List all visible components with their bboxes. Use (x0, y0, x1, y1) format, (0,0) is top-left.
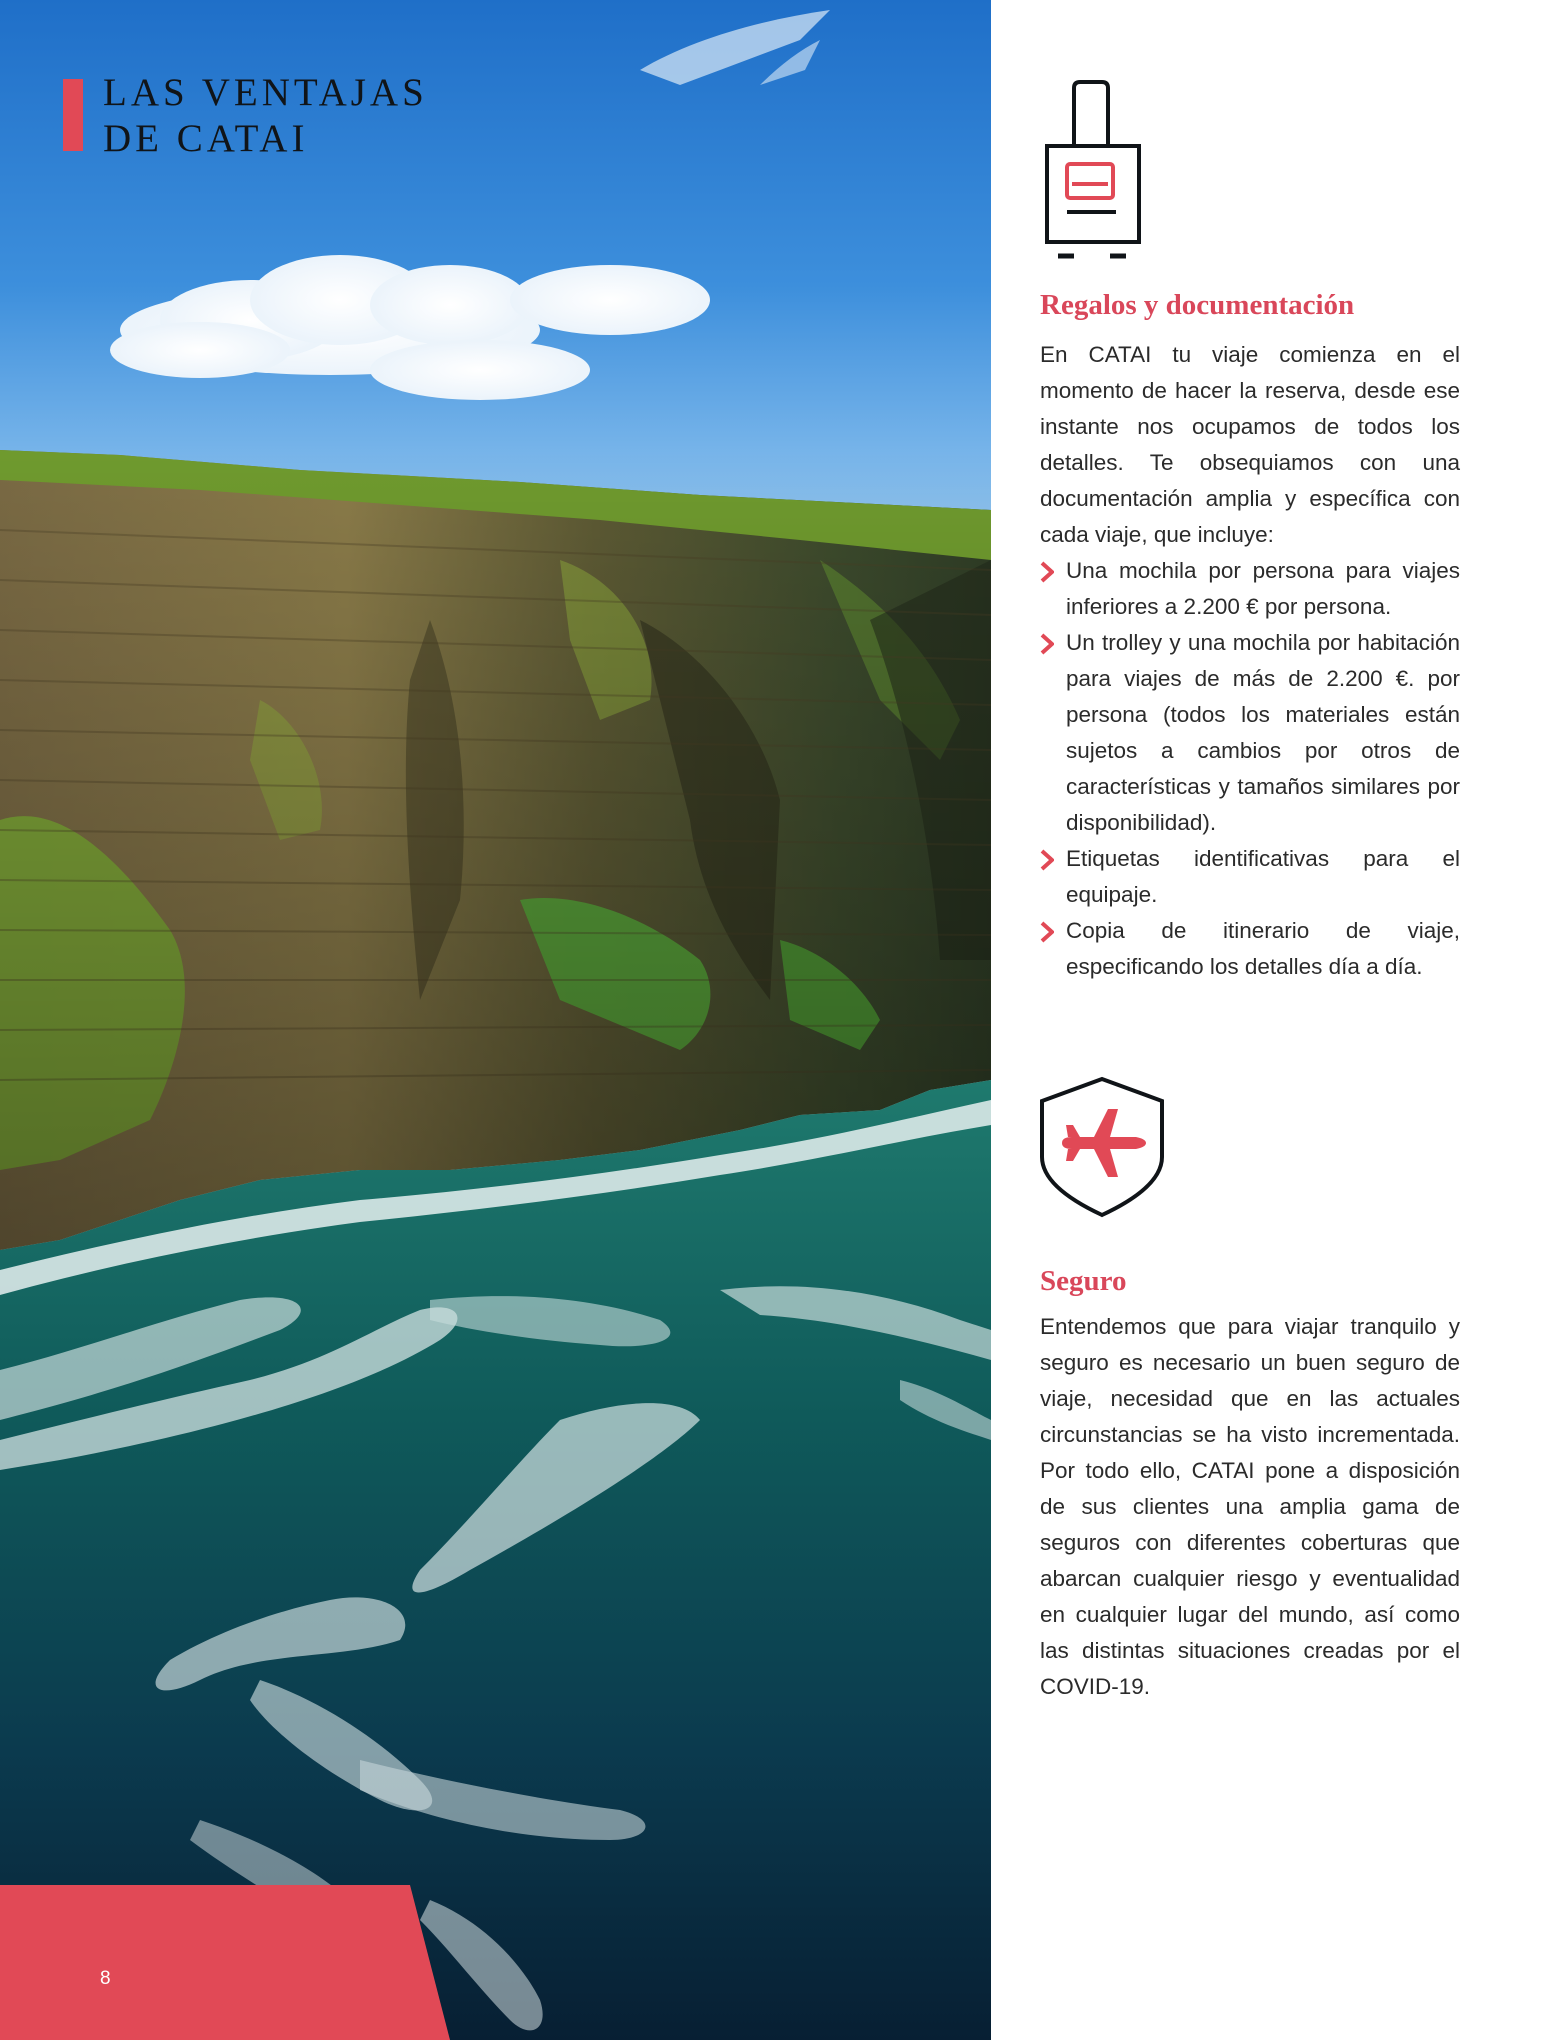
section-title (103, 70, 428, 162)
insurance-heading: Seguro (1040, 1265, 1127, 1297)
insurance-text: Entendemos que para viajar tranquilo y seguro es necesario un buen seguro de viaje, necesidad que en las actuales circunstancias se ha visto incrementada. Por todo ello, CATAI pone a disposición de sus clientes una amplia gama de seguros con diferentes coberturas que abarcan cualquier riesgo y eventualidad en cualquier lugar del mundo, así como las distintas situaciones creadas por el COVID-19. (1040, 1314, 1460, 1699)
chevron-right-icon (1040, 559, 1054, 583)
gift-item-text: Etiquetas identificativas para el equipaje. (1066, 846, 1460, 907)
page-number: 8 (100, 1968, 111, 1989)
list-item (1040, 913, 1460, 985)
gifts-body (1040, 337, 1460, 985)
section-title-line-1: LAS VENTAJAS (103, 71, 428, 114)
gift-item-text: Un trolley y una mochila por habitación para viajes de más de 2.200 €. por persona (todos los materiales están sujetos a cambios por otros de características y tamaños similares por disponibilidad). (1066, 630, 1460, 835)
insurance-body (1040, 1309, 1460, 1705)
gifts-intro: En CATAI tu viaje comienza en el momento de hacer la reserva, desde ese instante nos ocupamos de todos los detalles. Te obsequiamos con una documentación amplia y específica con cada viaje, que incluye: (1040, 342, 1460, 547)
list-item (1040, 841, 1460, 913)
header-accent-bar (63, 79, 83, 151)
gifts-heading: Regalos y documentación (1040, 289, 1355, 321)
gift-item-text: Una mochila por persona para viajes inferiores a 2.200 € por persona. (1066, 558, 1460, 619)
chevron-right-icon (1040, 847, 1054, 871)
gift-item-text: Copia de itinerario de viaje, especificando los detalles día a día. (1066, 918, 1460, 979)
chevron-right-icon (1040, 919, 1054, 943)
shield-airplane-icon (1038, 1075, 1166, 1219)
chevron-right-icon (1040, 631, 1054, 655)
page-number-tab (0, 1885, 450, 2040)
trolley-suitcase-icon (1044, 78, 1144, 260)
section-title-line-2: DE CATAI (103, 117, 309, 160)
list-item (1040, 625, 1460, 841)
list-item (1040, 553, 1460, 625)
